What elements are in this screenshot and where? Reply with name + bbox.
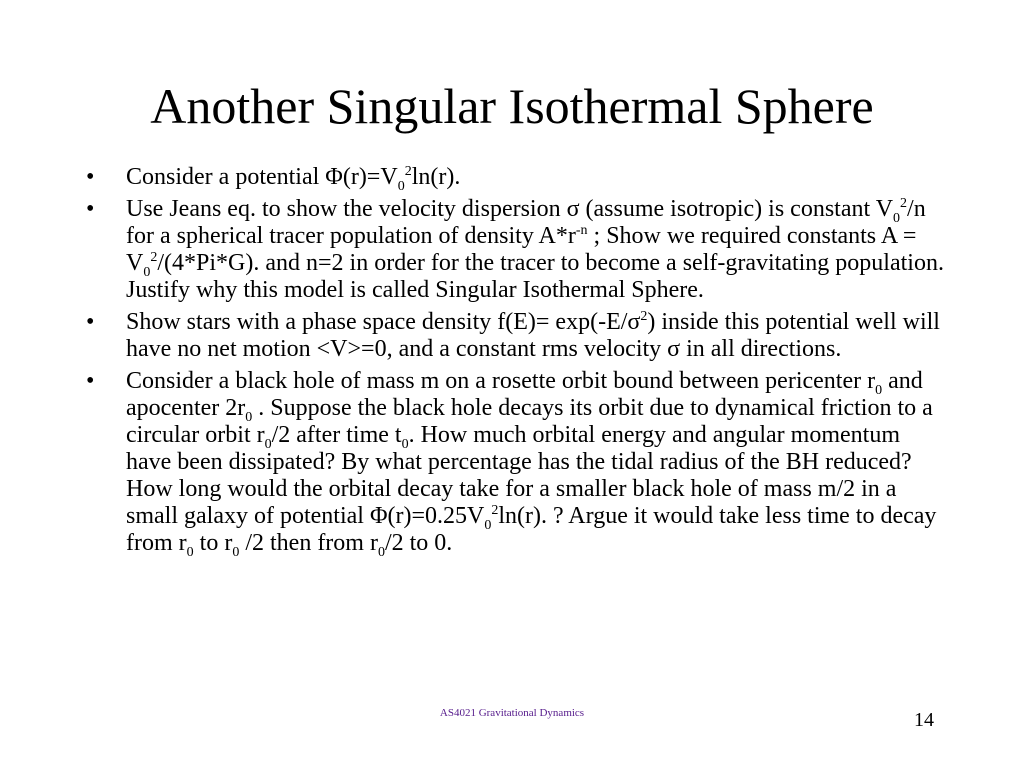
bullet-text: Use Jeans eq. to show the velocity dispersion σ (assume isotropic) is constant $V_0^2/n$ for a spherical tracer population of density $A*r^{-n}$ ; Show we required constants $A = V_0^2/(4*Pi*G)$. and n=2 in order for the tracer to become a self-gravitating population. Justify why this model is called Singular Isothermal Sphere. bbox=[126, 196, 944, 303]
page-number: 14 bbox=[914, 709, 934, 731]
bullet-black-hole-orbit bbox=[86, 368, 948, 560]
slide-title: Another Singular Isothermal Sphere bbox=[150, 78, 874, 134]
bullet-icon: • bbox=[86, 196, 95, 222]
bullet-list bbox=[86, 164, 948, 562]
slide-footer: AS4021 Gravitational Dynamics bbox=[439, 707, 585, 719]
bullet-potential bbox=[86, 164, 948, 194]
bullet-jeans-equation bbox=[86, 196, 948, 304]
bullet-icon: • bbox=[86, 164, 95, 190]
bullet-phase-space bbox=[86, 309, 948, 363]
bullet-text: Consider a potential $\Phi(r)=V_0^2\ln(r)$. bbox=[126, 164, 461, 194]
bullet-icon: • bbox=[86, 309, 95, 335]
bullet-text: Consider a black hole of mass m on a rosette orbit bound between pericenter $r_0$ and apocenter $2r_0$ . Suppose the black hole decays its orbit due to dynamical friction to a circular orbit $r_0/2$ after time $t_0$. How much orbital energy and angular momentum have been dissipated? By what percentage has the tidal radius of the BH reduced? How long would the orbital decay take for a smaller black hole of mass m/2 in a small galaxy of potential $\Phi(r)=0.25V_0^2\ln(r)$. ? Argue it would take less time to decay from $r_0$ to $r_0$ /2 then from $r_0/2$ to 0. bbox=[126, 368, 937, 560]
bullet-text: Show stars with a phase space density $f(E)= \exp(-E/\sigma^2)$ inside this potential well will have no net motion <V>=0, and a constant rms velocity σ in all directions. bbox=[126, 309, 940, 362]
bullet-icon: • bbox=[86, 368, 95, 394]
